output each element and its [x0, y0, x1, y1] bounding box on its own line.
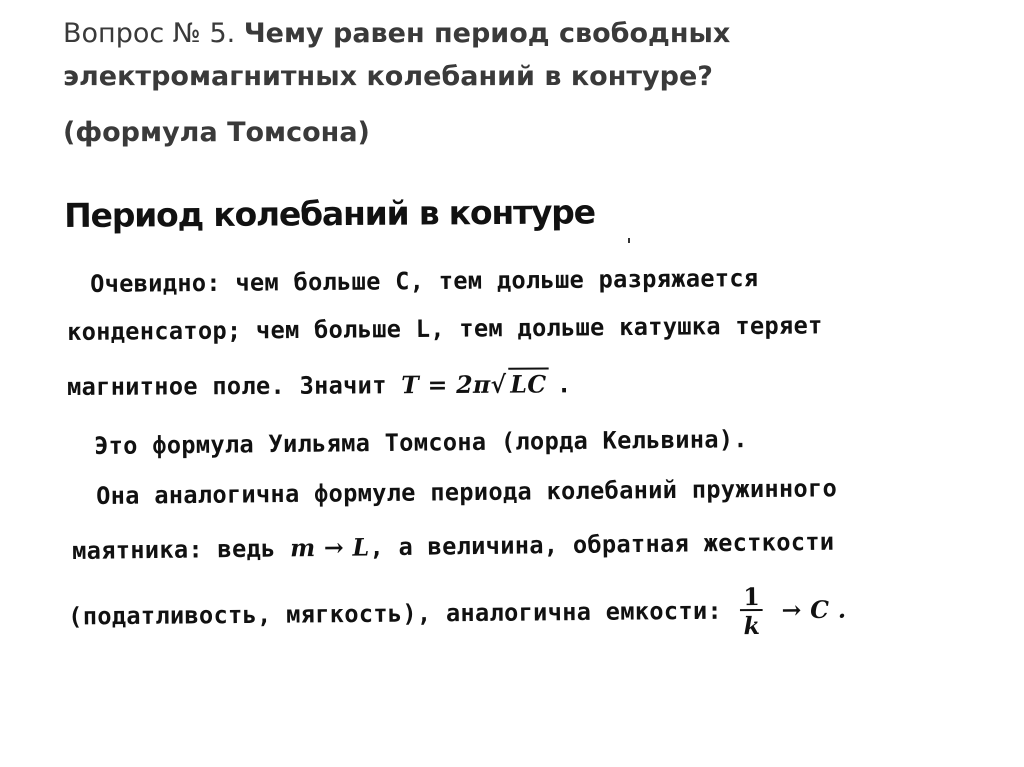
- sqrt-sign: √ LC: [491, 369, 549, 398]
- excerpt-line-2: конденсатор; чем больше L, тем дольше катушка теряет: [67, 311, 823, 346]
- fraction-tail: → C .: [781, 594, 847, 625]
- question-number: Вопрос № 5.: [63, 18, 236, 49]
- fraction-denominator: k: [743, 610, 761, 641]
- line7-text: (податливость, мягкость), аналогична емкости:: [68, 596, 723, 631]
- scan-speck: [628, 238, 630, 243]
- line6-text-b: , а величина, обратная жесткости: [369, 527, 835, 562]
- slide-title: [63, 12, 963, 98]
- excerpt-line-4: Это формула Уильяма Томсона (лорда Кельвина).: [94, 425, 749, 460]
- line6-text-a: маятника: ведь: [72, 534, 276, 565]
- excerpt-line-6: [72, 527, 835, 565]
- excerpt-heading: Период колебаний в контуре: [64, 192, 595, 235]
- fraction-numerator: 1: [740, 585, 763, 611]
- inverse-stiffness-fraction: [740, 581, 763, 641]
- formula-end: .: [556, 370, 572, 399]
- excerpt-line-1: Очевидно: чем больше C, тем дольше разряжается: [90, 264, 759, 298]
- formula-lhs: T = 2π: [401, 369, 491, 400]
- line3-text: магнитное поле. Значит: [67, 371, 387, 401]
- thomson-formula: [401, 369, 557, 399]
- formula-radicand: LC: [508, 367, 548, 398]
- excerpt-line-3: [67, 369, 572, 401]
- mass-to-inductance: m → L: [289, 532, 370, 563]
- excerpt-line-7: [68, 581, 847, 644]
- excerpt-line-5: Она аналогична формуле периода колебаний пружинного: [96, 474, 838, 510]
- scanned-textbook-excerpt: [62, 186, 982, 666]
- question-text: Чему равен период свободных электромагнитных колебаний в контуре?: [63, 18, 731, 92]
- slide-subtitle: (формула Томсона): [63, 117, 370, 148]
